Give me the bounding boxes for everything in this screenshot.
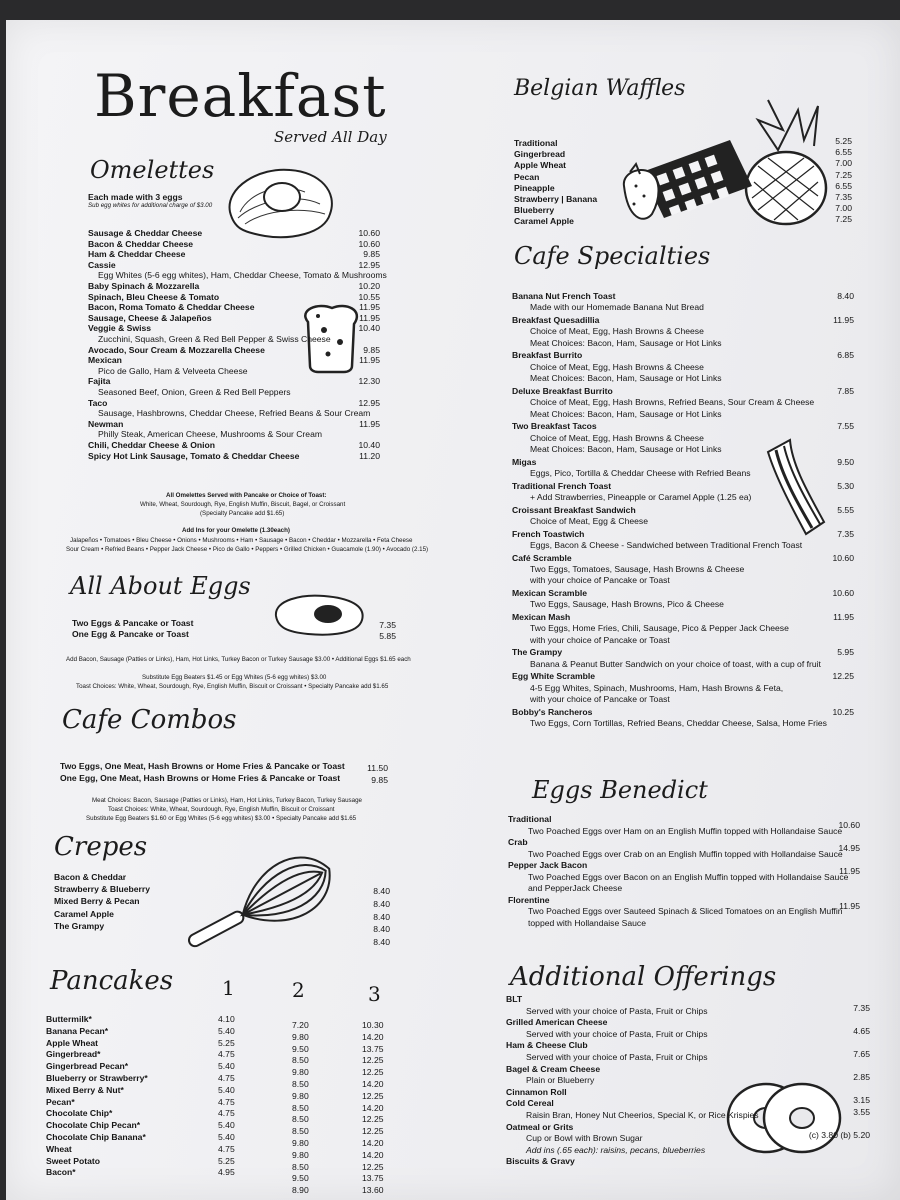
menu-item-name: Ham & Cheddar Cheese bbox=[88, 249, 186, 260]
menu-item-name: French Toastwich bbox=[512, 528, 585, 539]
menu-item-name: Ham & Cheese Club bbox=[506, 1040, 588, 1051]
menu-item-desc: Two Poached Eggs over Ham on an English Muffin topped with Hollandaise Sauce bbox=[528, 825, 843, 836]
menu-item-name: Blueberry or Strawberry* bbox=[46, 1073, 148, 1083]
waffle-strawberry-pineapple-icon bbox=[618, 90, 836, 226]
pancake-price: 5.40 bbox=[218, 1025, 235, 1036]
menu-item-price: 5.95 bbox=[837, 647, 854, 658]
menu-item-name: Strawberry | Banana bbox=[514, 194, 598, 204]
menu-item-price: 12.25 bbox=[832, 671, 854, 682]
menu-item-price: 3.15 bbox=[853, 1095, 870, 1106]
fried-egg-icon bbox=[220, 162, 340, 242]
menu-item-name: Baby Spinach & Mozzarella bbox=[88, 281, 200, 291]
pancake-price: 12.25 bbox=[362, 1161, 384, 1172]
menu-item-price: 9.85 bbox=[363, 249, 380, 260]
menu-item-name: Cassie bbox=[88, 259, 116, 270]
specialties-heading: Cafe Specialties bbox=[514, 242, 711, 270]
pancake-price: 5.25 bbox=[218, 1155, 235, 1166]
menu-item-price: 2.85 bbox=[853, 1072, 870, 1083]
menu-page bbox=[6, 20, 900, 1200]
pancake-price: 5.40 bbox=[218, 1132, 235, 1142]
pancake-price: 9.50 bbox=[292, 1043, 309, 1054]
menu-item-desc: Zucchini, Squash, Green & Red Bell Pepper & Swiss Cheese bbox=[98, 334, 331, 344]
menu-item-price: 11.95 bbox=[833, 612, 854, 622]
menu-item-name: Mixed Berry & Pecan bbox=[54, 896, 140, 907]
menu-item-price: 10.60 bbox=[832, 588, 854, 598]
pancakes-heading: Pancakes bbox=[50, 966, 174, 996]
menu-item-desc: Plain or Blueberry bbox=[526, 1075, 595, 1086]
pancake-price: 12.25 bbox=[362, 1126, 384, 1137]
menu-item-desc: Meat Choices: Bacon, Ham, Sausage or Hot Links bbox=[530, 444, 722, 454]
menu-item-desc: Pico de Gallo, Ham & Velveeta Cheese bbox=[98, 365, 248, 376]
pancake-price: 8.50 bbox=[292, 1114, 309, 1125]
pancake-price: 9.80 bbox=[292, 1090, 309, 1101]
pancake-price: 9.80 bbox=[292, 1067, 309, 1078]
omelettes-addins-title: Add Ins for your Omelette (1.30each) bbox=[182, 527, 290, 534]
menu-item-price: 11.95 bbox=[359, 355, 380, 366]
menu-item-desc: Choice of Meat, Egg & Cheese bbox=[530, 516, 648, 526]
menu-item-desc: Eggs, Pico, Tortilla & Cheddar Cheese with Refried Beans bbox=[530, 468, 751, 478]
menu-item-name: Caramel Apple bbox=[54, 908, 114, 919]
pancake-price: 14.20 bbox=[362, 1079, 384, 1089]
pancake-price: 14.20 bbox=[362, 1149, 384, 1160]
menu-item-price: (c) 3.80 (b) 5.20 bbox=[808, 1130, 870, 1141]
menu-item-name: One Egg & Pancake or Toast bbox=[72, 629, 189, 639]
menu-item-price: 9.85 bbox=[371, 775, 388, 785]
menu-item-price: 8.40 bbox=[373, 924, 390, 935]
menu-item-price: 10.60 bbox=[838, 820, 860, 830]
menu-item-desc: Choice of Meat, Egg, Hash Browns & Cheese bbox=[530, 361, 704, 372]
omelettes-addins-2: Sour Cream • Refried Beans • Pepper Jack Cheese • Pico de Gallo • Peppers • Grilled Chicken • Guacamole (1.90) • Avocado (2.15) bbox=[66, 546, 429, 553]
pancake-price: 8.50 bbox=[292, 1161, 309, 1172]
menu-item-desc: Egg Whites (5-6 egg whites), Ham, Cheddar Cheese, Tomato & Mushrooms bbox=[98, 270, 387, 281]
menu-item-name: Deluxe Breakfast Burrito bbox=[512, 385, 613, 396]
pancake-price: 9.80 bbox=[292, 1138, 309, 1148]
menu-item-price: 7.35 bbox=[837, 528, 854, 539]
pancake-price: 12.25 bbox=[362, 1114, 384, 1125]
omelettes-note-3: (Specialty Pancake add $1.65) bbox=[200, 510, 285, 517]
pancake-price: 7.20 bbox=[292, 1020, 309, 1030]
menu-item-name: Florentine bbox=[508, 894, 550, 905]
additional-heading: Additional Offerings bbox=[510, 962, 777, 992]
menu-item-desc: with your choice of Pancake or Toast bbox=[530, 694, 670, 705]
menu-item-name: Mexican Mash bbox=[512, 612, 571, 622]
pancake-price: 9.80 bbox=[292, 1031, 309, 1042]
pancake-price: 4.75 bbox=[218, 1108, 235, 1119]
menu-item-name: Pineapple bbox=[514, 182, 555, 193]
menu-item-desc: Choice of Meat, Egg, Hash Browns, Refried Beans, Sour Cream & Cheese bbox=[530, 397, 815, 408]
menu-item-name: Bacon & Cheddar bbox=[54, 872, 127, 882]
menu-item-price: 5.25 bbox=[835, 136, 852, 146]
menu-item-name: Chocolate Chip Pecan* bbox=[46, 1120, 141, 1131]
combos-note-3: Substitute Egg Beaters $1.60 or Egg Whites (5-6 egg whites) $3.00 • Specialty Pancake add $1.65 bbox=[86, 815, 357, 822]
pancake-price: 8.90 bbox=[292, 1185, 309, 1196]
menu-item-desc: with your choice of Pancake or Toast bbox=[530, 634, 670, 645]
menu-item-desc: Eggs, Bacon & Cheese - Sandwiched between Traditional French Toast bbox=[530, 540, 803, 550]
menu-item-name: Traditional bbox=[508, 814, 552, 824]
menu-item-name: Buttermilk* bbox=[46, 1014, 92, 1024]
menu-item-name: Bacon* bbox=[46, 1167, 76, 1178]
menu-item-name: Crab bbox=[508, 837, 528, 847]
menu-item-desc: Served with your choice of Pasta, Fruit or Chips bbox=[526, 1005, 708, 1016]
pancake-price: 8.50 bbox=[292, 1055, 309, 1066]
pancake-price: 14.20 bbox=[362, 1138, 384, 1148]
eggs-note-1: Add Bacon, Sausage (Patties or Links), Ham, Hot Links, Turkey Bacon or Turkey Sausage $3.00 • Additional Eggs $1.65 each bbox=[66, 656, 411, 663]
menu-item-name: Mixed Berry & Nut* bbox=[46, 1084, 124, 1095]
omelettes-intro-sub: Sub egg whites for additional charge of $3.00 bbox=[88, 202, 213, 209]
menu-item-name: Traditional bbox=[514, 138, 558, 148]
menu-item-name: Sausage, Cheese & Jalapeños bbox=[88, 312, 212, 323]
menu-item-price: 7.00 bbox=[835, 203, 852, 214]
menu-item-price: 10.40 bbox=[358, 440, 380, 450]
combos-heading: Cafe Combos bbox=[62, 705, 237, 735]
pancake-price: 10.30 bbox=[362, 1020, 384, 1030]
omelettes-addins-1: Jalapeños • Tomatoes • Bleu Cheese • Onions • Mushrooms • Ham • Sausage • Bacon • Cheddar • Mozzarella • Feta Cheese bbox=[70, 537, 413, 544]
menu-item-price: 7.35 bbox=[835, 192, 852, 202]
omelettes-note-1: All Omelettes Served with Pancake or Choice of Toast: bbox=[166, 492, 327, 499]
menu-item-price: 6.55 bbox=[835, 147, 852, 158]
menu-item-name: Newman bbox=[88, 418, 124, 429]
pancake-price: 13.60 bbox=[362, 1185, 384, 1196]
menu-item-price: 7.65 bbox=[853, 1049, 870, 1059]
menu-item-price: 7.85 bbox=[837, 385, 854, 396]
menu-item-name: BLT bbox=[506, 994, 523, 1004]
eggs-heading: All About Eggs bbox=[70, 572, 251, 600]
menu-item-name: Chili, Cheddar Cheese & Onion bbox=[88, 440, 216, 450]
crepes-heading: Crepes bbox=[54, 832, 148, 862]
pancake-price: 12.25 bbox=[362, 1090, 384, 1101]
menu-item-name: Gingerbread Pecan* bbox=[46, 1061, 129, 1072]
menu-item-price: 12.95 bbox=[358, 259, 380, 270]
menu-item-desc: and PepperJack Cheese bbox=[528, 883, 623, 893]
pancake-price: 14.20 bbox=[362, 1102, 384, 1113]
menu-item-price: 7.35 bbox=[379, 620, 396, 630]
whisk-icon bbox=[166, 830, 336, 950]
menu-item-name: Wheat bbox=[46, 1143, 72, 1154]
benedict-heading: Eggs Benedict bbox=[532, 776, 708, 804]
pancake-price: 5.25 bbox=[218, 1037, 235, 1048]
menu-item-name: Cold Cereal bbox=[506, 1098, 554, 1109]
menu-item-desc: + Add Strawberries, Pineapple or Caramel Apple (1.25 ea) bbox=[530, 492, 752, 502]
menu-item-price: 11.95 bbox=[359, 302, 380, 313]
menu-item-desc: Banana & Peanut Butter Sandwich on your choice of toast, with a cup of fruit bbox=[530, 658, 821, 669]
menu-item-desc: Made with our Homemade Banana Nut Bread bbox=[530, 302, 704, 313]
menu-item-price: 11.95 bbox=[839, 866, 860, 876]
menu-item-price: 10.40 bbox=[358, 323, 380, 334]
menu-item-price: 3.55 bbox=[853, 1107, 870, 1117]
menu-item-desc: Seasoned Beef, Onion, Green & Red Bell Peppers bbox=[98, 387, 291, 397]
menu-item-name: Banana Nut French Toast bbox=[512, 291, 616, 301]
menu-item-name: Bobby's Rancheros bbox=[512, 706, 593, 717]
menu-item-name: Pecan* bbox=[46, 1096, 75, 1107]
menu-item-price: 6.85 bbox=[837, 350, 854, 361]
menu-item-desc: Two Eggs, Corn Tortillas, Refried Beans, Cheddar Cheese, Salsa, Home Fries bbox=[530, 718, 827, 729]
menu-item-name: Breakfast Burrito bbox=[512, 350, 583, 361]
menu-item-desc: Two Eggs, Home Fries, Chili, Sausage, Pico & Pepper Jack Cheese bbox=[530, 623, 789, 634]
menu-item-price: 11.50 bbox=[367, 763, 388, 773]
menu-subtitle: Served All Day bbox=[274, 128, 387, 146]
pancakes-col-1: 1 bbox=[222, 976, 235, 1000]
pancake-price: 4.75 bbox=[218, 1096, 235, 1107]
menu-item-desc: Meat Choices: Bacon, Ham, Sausage or Hot Links bbox=[530, 373, 722, 384]
menu-item-name: Breakfast Quesadillia bbox=[512, 315, 600, 325]
menu-item-name: Sweet Potato bbox=[46, 1155, 100, 1166]
menu-item-desc: Add ins (.65 each): raisins, pecans, blueberries bbox=[526, 1144, 706, 1155]
menu-item-desc: Two Poached Eggs over Sauteed Spinach & Sliced Tomatoes on an English Muffin bbox=[528, 906, 843, 916]
pancake-price: 4.75 bbox=[218, 1049, 235, 1060]
omelettes-intro: Each made with 3 eggs bbox=[88, 192, 183, 202]
pancakes-col-2: 2 bbox=[292, 978, 305, 1002]
eggs-note-2: Substitute Egg Beaters $1.45 or Egg Whites (5-6 egg whites) $3.00 bbox=[142, 674, 327, 681]
menu-item-name: One Egg, One Meat, Hash Browns or Home Fries & Pancake or Toast bbox=[60, 773, 341, 783]
menu-item-name: The Grampy bbox=[512, 647, 563, 658]
menu-item-name: Oatmeal or Grits bbox=[506, 1121, 574, 1132]
menu-item-desc: Raisin Bran, Honey Nut Cheerios, Special K, or Rice Krispies bbox=[526, 1110, 759, 1120]
menu-item-name: Apple Wheat bbox=[46, 1037, 99, 1048]
menu-item-desc: Served with your choice of Pasta, Fruit or Chips bbox=[526, 1028, 708, 1039]
menu-item-name: Fajita bbox=[88, 376, 111, 387]
combos-note-1: Meat Choices: Bacon, Sausage (Patties or Links), Ham, Hot Links, Turkey Bacon, Turkey Sausage bbox=[92, 797, 362, 804]
pancake-price: 4.75 bbox=[218, 1073, 235, 1083]
menu-item-price: 5.30 bbox=[837, 480, 854, 491]
menu-item-price: 10.60 bbox=[358, 238, 380, 249]
menu-item-price: 7.35 bbox=[853, 1002, 870, 1013]
menu-item-name: Bacon, Roma Tomato & Cheddar Cheese bbox=[88, 302, 255, 313]
menu-item-name: Migas bbox=[512, 456, 537, 467]
menu-item-price: 10.20 bbox=[358, 281, 380, 291]
menu-item-name: Mexican bbox=[88, 355, 122, 366]
menu-item-price: 10.60 bbox=[358, 228, 380, 238]
pancakes-col-3: 3 bbox=[368, 982, 381, 1006]
menu-item-name: Egg White Scramble bbox=[512, 671, 596, 682]
pancake-price: 13.75 bbox=[362, 1043, 384, 1054]
menu-item-price: 9.50 bbox=[837, 456, 854, 467]
menu-item-name: Spicy Hot Link Sausage, Tomato & Cheddar Cheese bbox=[88, 450, 300, 461]
menu-item-name: Taco bbox=[88, 397, 108, 408]
menu-item-desc: Choice of Meat, Egg, Hash Browns & Cheese bbox=[530, 326, 704, 337]
menu-item-name: Pepper Jack Bacon bbox=[508, 860, 588, 870]
menu-item-price: 12.30 bbox=[358, 376, 380, 387]
menu-item-desc: Two Eggs, Tomatoes, Sausage, Hash Browns & Cheese bbox=[530, 564, 745, 574]
eggs-note-3: Toast Choices: White, Wheat, Sourdough, Rye, English Muffin, Biscuit or Croissant • Specialty Pancake add $1.65 bbox=[76, 683, 389, 690]
pancake-price: 8.50 bbox=[292, 1079, 309, 1089]
menu-item-desc: Cup or Bowl with Brown Sugar bbox=[526, 1133, 643, 1144]
pancake-price: 12.25 bbox=[362, 1067, 384, 1078]
menu-item-name: The Grampy bbox=[54, 920, 105, 931]
menu-item-name: Traditional French Toast bbox=[512, 480, 612, 491]
menu-title: Breakfast bbox=[94, 62, 387, 130]
menu-item-name: Mexican Scramble bbox=[512, 588, 587, 598]
menu-item-desc: Two Eggs, Sausage, Hash Browns, Pico & Cheese bbox=[530, 599, 724, 610]
menu-item-name: Avocado, Sour Cream & Mozzarella Cheese bbox=[88, 344, 265, 355]
fried-egg-icon bbox=[272, 592, 368, 638]
pancake-price: 4.10 bbox=[218, 1014, 235, 1024]
menu-item-price: 10.60 bbox=[832, 552, 854, 563]
menu-item-price: 10.55 bbox=[358, 291, 380, 302]
combos-note-2: Toast Choices: White, Wheat, Sourdough, Rye, English Muffin, Biscuit or Croissant bbox=[108, 806, 335, 813]
pancake-price: 13.75 bbox=[362, 1173, 384, 1184]
menu-item-desc: topped with Hollandaise Sauce bbox=[528, 917, 647, 928]
menu-item-name: Strawberry & Blueberry bbox=[54, 884, 150, 895]
pancake-price: 9.80 bbox=[292, 1149, 309, 1160]
menu-item-name: Bagel & Cream Cheese bbox=[506, 1063, 601, 1074]
menu-item-desc: Two Poached Eggs over Bacon on an English Muffin topped with Hollandaise Sauce bbox=[528, 871, 849, 882]
menu-item-price: 9.85 bbox=[363, 344, 380, 355]
menu-item-price: 8.40 bbox=[373, 898, 390, 909]
menu-item-price: 7.00 bbox=[835, 158, 852, 169]
menu-item-price: 10.25 bbox=[832, 706, 854, 717]
pancake-price: 8.50 bbox=[292, 1126, 309, 1137]
menu-item-price: 11.95 bbox=[359, 418, 380, 429]
menu-item-name: Sausage & Cheddar Cheese bbox=[88, 228, 203, 238]
menu-item-name: Two Eggs & Pancake or Toast bbox=[72, 618, 194, 628]
menu-item-price: 11.95 bbox=[833, 315, 854, 325]
menu-item-price: 7.25 bbox=[835, 169, 852, 180]
menu-item-price: 4.65 bbox=[853, 1025, 870, 1036]
menu-item-price: 14.95 bbox=[838, 843, 860, 853]
menu-item-name: Chocolate Chip* bbox=[46, 1108, 113, 1119]
menu-item-name: Banana Pecan* bbox=[46, 1025, 109, 1036]
menu-item-name: Cinnamon Roll bbox=[506, 1086, 567, 1097]
menu-item-price: 5.85 bbox=[379, 631, 396, 641]
pancake-price: 8.50 bbox=[292, 1102, 309, 1113]
omelettes-note-2: White, Wheat, Sourdough, Rye, English Muffin, Biscuit, Bagel, or Croissant bbox=[140, 501, 346, 508]
menu-item-name: Two Breakfast Tacos bbox=[512, 421, 597, 432]
pancake-price: 5.40 bbox=[218, 1120, 235, 1131]
menu-item-name: Apple Wheat bbox=[514, 160, 567, 171]
menu-item-price: 8.40 bbox=[837, 291, 854, 301]
waffles-heading: Belgian Waffles bbox=[514, 76, 686, 101]
menu-item-price: 11.20 bbox=[359, 450, 380, 461]
menu-item-desc: Served with your choice of Pasta, Fruit or Chips bbox=[526, 1052, 708, 1062]
menu-item-desc: Choice of Meat, Egg, Hash Browns & Cheese bbox=[530, 432, 704, 443]
pancake-price: 4.75 bbox=[218, 1143, 235, 1154]
pancake-price: 14.20 bbox=[362, 1031, 384, 1042]
menu-item-name: Gingerbread* bbox=[46, 1049, 101, 1060]
menu-item-price: 7.25 bbox=[835, 214, 852, 225]
menu-item-name: Spinach, Bleu Cheese & Tomato bbox=[88, 291, 220, 302]
menu-item-desc: 4-5 Egg Whites, Spinach, Mushrooms, Ham, Hash Browns & Feta, bbox=[530, 682, 784, 693]
menu-item-name: Veggie & Swiss bbox=[88, 323, 152, 334]
menu-item-price: 5.55 bbox=[837, 504, 854, 515]
menu-item-price: 6.55 bbox=[835, 180, 852, 191]
menu-item-desc: Sausage, Hashbrowns, Cheddar Cheese, Refried Beans & Sour Cream bbox=[98, 408, 371, 419]
menu-item-price: 8.40 bbox=[373, 886, 390, 896]
pancake-price: 9.50 bbox=[292, 1173, 309, 1184]
menu-item-name: Croissant Breakfast Sandwich bbox=[512, 504, 636, 515]
pancake-price: 5.40 bbox=[218, 1061, 235, 1072]
menu-item-price: 11.95 bbox=[359, 312, 380, 323]
menu-item-desc: with your choice of Pancake or Toast bbox=[530, 575, 670, 586]
menu-item-name: Chocolate Chip Banana* bbox=[46, 1132, 146, 1142]
menu-item-name: Bacon & Cheddar Cheese bbox=[88, 238, 194, 249]
menu-item-name: Caramel Apple bbox=[514, 216, 574, 227]
menu-item-name: Biscuits & Gravy bbox=[506, 1156, 575, 1167]
menu-item-price: 11.95 bbox=[839, 900, 860, 911]
pancake-price: 12.25 bbox=[362, 1055, 384, 1066]
menu-item-name: Two Eggs, One Meat, Hash Browns or Home Fries & Pancake or Toast bbox=[60, 761, 345, 771]
menu-item-name: Pecan bbox=[514, 171, 540, 182]
menu-item-desc: Meat Choices: Bacon, Ham, Sausage or Hot Links bbox=[530, 408, 722, 419]
menu-item-name: Café Scramble bbox=[512, 552, 572, 563]
menu-item-price: 8.40 bbox=[373, 937, 390, 948]
menu-item-desc: Philly Steak, American Cheese, Mushrooms & Sour Cream bbox=[98, 429, 323, 440]
menu-item-name: Blueberry bbox=[514, 205, 555, 216]
menu-item-name: Grilled American Cheese bbox=[506, 1017, 608, 1028]
menu-item-name: Gingerbread bbox=[514, 149, 566, 160]
omelettes-heading: Omelettes bbox=[90, 156, 215, 184]
menu-item-price: 12.95 bbox=[358, 397, 380, 408]
menu-item-price: 7.55 bbox=[837, 421, 854, 432]
pancake-price: 4.95 bbox=[218, 1167, 235, 1178]
menu-item-price: 8.40 bbox=[373, 911, 390, 922]
menu-item-desc: Meat Choices: Bacon, Ham, Sausage or Hot Links bbox=[530, 337, 722, 348]
menu-item-desc: Two Poached Eggs over Crab on an English Muffin topped with Hollandaise Sauce bbox=[528, 848, 843, 859]
pancake-price: 5.40 bbox=[218, 1084, 235, 1095]
